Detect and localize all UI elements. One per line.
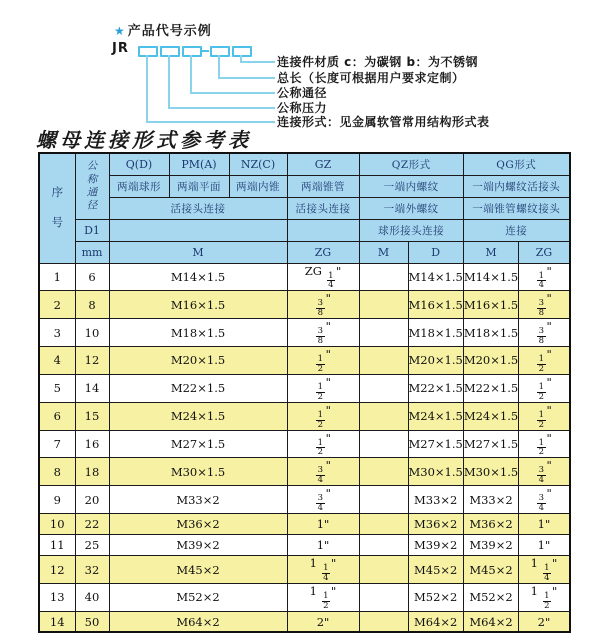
cell-qz-m: [359, 611, 408, 632]
cell-qg-zg: $\frac{1}{2}$ ": [519, 402, 570, 430]
header-row-units: [39, 241, 570, 263]
header-qg-sub-zg: ZG: [519, 241, 570, 263]
table-row: [39, 430, 570, 458]
cell-index: 12: [39, 556, 75, 584]
table-body: [39, 263, 570, 632]
cell-qg-zg: $\frac{3}{8}$ ": [519, 291, 570, 319]
cell-dn-mm: 14: [75, 374, 109, 402]
table-row: [39, 291, 570, 319]
header-row-ends: [39, 175, 570, 197]
cell-qz-d: M24×1.5: [408, 402, 463, 430]
header-zg-thread: ZG: [287, 241, 359, 263]
cell-qg-m: M22×1.5: [463, 374, 518, 402]
header-code-qz: QZ形式: [359, 153, 463, 175]
header-qpn-connect: 活接头连接: [109, 197, 287, 219]
cell-qz-d: M16×1.5: [408, 291, 463, 319]
cell-qz-d: M22×1.5: [408, 374, 463, 402]
header-mm: mm: [75, 241, 109, 263]
cell-qg-m: M64×2: [463, 611, 518, 632]
cell-qg-zg: $\frac{1}{2}$ ": [519, 430, 570, 458]
cell-dn-mm: 16: [75, 430, 109, 458]
cell-gz-zg: $\frac{3}{4}$ ": [287, 458, 359, 486]
cell-thread-m: M52×2: [109, 583, 287, 611]
header-row-d1: [39, 219, 570, 241]
code-label-pressure: 公称压力: [277, 101, 328, 115]
header-pm-ends: 两端平面: [169, 175, 229, 197]
header-nz-ends: 两端内锥: [229, 175, 287, 197]
cell-qg-m: M36×2: [463, 514, 518, 535]
header-gz-connect: 活接头连接: [287, 197, 359, 219]
cell-qz-d: M36×2: [408, 514, 463, 535]
cell-dn-mm: 32: [75, 556, 109, 584]
cell-qz-d: M27×1.5: [408, 430, 463, 458]
code-dash: [201, 50, 209, 52]
header-row-connect: [39, 197, 570, 219]
cell-qz-m: [359, 535, 408, 556]
header-qg-sub-m: M: [463, 241, 518, 263]
cell-dn-mm: 6: [75, 263, 109, 291]
header-qg-row2: 一端内螺纹活接头: [463, 175, 569, 197]
header-qz-row3: 一端外螺纹: [359, 197, 463, 219]
cell-thread-m: M39×2: [109, 535, 287, 556]
cell-dn-mm: 20: [75, 486, 109, 514]
diagram-title: [114, 20, 212, 39]
table-row: [39, 556, 570, 584]
table-row: [39, 514, 570, 535]
cell-qz-d: M14×1.5: [408, 263, 463, 291]
cell-index: 9: [39, 486, 75, 514]
cell-qz-m: [359, 486, 408, 514]
header-code-nz: NZ(C): [229, 153, 287, 175]
cell-gz-zg: $\frac{3}{8}$ ": [287, 319, 359, 347]
cell-dn-mm: 12: [75, 347, 109, 375]
header-code-qg: QG形式: [463, 153, 569, 175]
cell-qz-m: [359, 402, 408, 430]
cell-qg-m: M14×1.5: [463, 263, 518, 291]
cell-dn-mm: 25: [75, 535, 109, 556]
header-code-gz: GZ: [287, 153, 359, 175]
header-code-q: Q(D): [109, 153, 169, 175]
code-label-length: 总长（长度可根据用户要求定制）: [277, 71, 465, 85]
table-row: [39, 486, 570, 514]
table-row: [39, 402, 570, 430]
cell-qg-m: M20×1.5: [463, 347, 518, 375]
cell-qz-m: [359, 430, 408, 458]
star-icon: ★: [114, 24, 126, 38]
cell-dn-mm: 40: [75, 583, 109, 611]
cell-thread-m: M27×1.5: [109, 430, 287, 458]
header-m-thread: M: [109, 241, 287, 263]
cell-qz-m: [359, 347, 408, 375]
cell-index: 1: [39, 263, 75, 291]
cell-thread-m: M64×2: [109, 611, 287, 632]
cell-index: 4: [39, 347, 75, 375]
cell-index: 8: [39, 458, 75, 486]
cell-qg-zg: 1 $\frac{1}{4}$ ": [519, 556, 570, 584]
cell-qg-m: M33×2: [463, 486, 518, 514]
cell-index: 5: [39, 374, 75, 402]
header-qz-sub-m: M: [359, 241, 408, 263]
cell-gz-zg: 1": [287, 514, 359, 535]
cell-qg-zg: 1 $\frac{1}{2}$ ": [519, 583, 570, 611]
header-blank-qpn: [109, 219, 287, 241]
cell-qg-zg: $\frac{3}{4}$ ": [519, 458, 570, 486]
cell-thread-m: M14×1.5: [109, 263, 287, 291]
table-row: [39, 535, 570, 556]
cell-qg-m: M18×1.5: [463, 319, 518, 347]
cell-thread-m: M24×1.5: [109, 402, 287, 430]
cell-thread-m: M18×1.5: [109, 319, 287, 347]
cell-thread-m: M36×2: [109, 514, 287, 535]
cell-qg-m: M30×1.5: [463, 458, 518, 486]
cell-qz-m: [359, 583, 408, 611]
cell-gz-zg: $\frac{1}{2}$ ": [287, 430, 359, 458]
code-label-material: 连接件材质 c：为碳钢 b：为不锈钢: [277, 55, 479, 69]
cell-qg-m: M52×2: [463, 583, 518, 611]
cell-dn-mm: 15: [75, 402, 109, 430]
code-prefix: JR: [112, 41, 129, 56]
cell-thread-m: M20×1.5: [109, 347, 287, 375]
cell-qz-d: M64×2: [408, 611, 463, 632]
cell-qg-zg: $\frac{3}{4}$ ": [519, 486, 570, 514]
table-row: [39, 611, 570, 632]
header-blank-gz: [287, 219, 359, 241]
cell-qg-zg: $\frac{1}{2}$ ": [519, 374, 570, 402]
cell-gz-zg: $\frac{1}{2}$ ": [287, 402, 359, 430]
cell-gz-zg: $\frac{1}{2}$ ": [287, 374, 359, 402]
cell-qg-m: M39×2: [463, 535, 518, 556]
header-qz-sub-d: D: [408, 241, 463, 263]
table-title: 螺母连接形式参考表: [36, 128, 252, 152]
cell-qz-d: M18×1.5: [408, 319, 463, 347]
table-row: [39, 319, 570, 347]
cell-gz-zg: ZG $\frac{1}{4}$ ": [287, 263, 359, 291]
cell-thread-m: M33×2: [109, 486, 287, 514]
cell-qz-d: M30×1.5: [408, 458, 463, 486]
header-index: 序号: [39, 153, 75, 263]
table-row: [39, 374, 570, 402]
cell-index: 14: [39, 611, 75, 632]
cell-qg-zg: 2": [519, 611, 570, 632]
cell-qz-m: [359, 291, 408, 319]
header-d1: D1: [75, 219, 109, 241]
header-qz-row4: 球形接头连接: [359, 219, 463, 241]
cell-qg-m: M24×1.5: [463, 402, 518, 430]
cell-qg-zg: 1": [519, 535, 570, 556]
cell-dn-mm: 50: [75, 611, 109, 632]
cell-qg-zg: $\frac{1}{2}$ ": [519, 347, 570, 375]
cell-gz-zg: 1 $\frac{1}{4}$ ": [287, 556, 359, 584]
diagram-title-text: 产品代号示例: [127, 24, 212, 39]
table-row: [39, 347, 570, 375]
header-q-ends: 两端球形: [109, 175, 169, 197]
cell-dn-mm: 18: [75, 458, 109, 486]
cell-gz-zg: 1": [287, 535, 359, 556]
cell-gz-zg: $\frac{3}{8}$ ": [287, 291, 359, 319]
cell-thread-m: M22×1.5: [109, 374, 287, 402]
header-row-codes: [39, 153, 570, 175]
cell-index: 13: [39, 583, 75, 611]
code-label-diameter: 公称通径: [277, 86, 328, 100]
cell-gz-zg: $\frac{3}{4}$ ": [287, 486, 359, 514]
cell-qg-zg: 1": [519, 514, 570, 535]
table-row: [39, 263, 570, 291]
cell-gz-zg: 2": [287, 611, 359, 632]
cell-qz-m: [359, 514, 408, 535]
table-row: [39, 583, 570, 611]
cell-index: 2: [39, 291, 75, 319]
header-gz-ends: 两端锥管: [287, 175, 359, 197]
header-code-pm: PM(A): [169, 153, 229, 175]
cell-index: 11: [39, 535, 75, 556]
cell-qz-d: M33×2: [408, 486, 463, 514]
header-qg-row3: 一端锥管螺纹接头: [463, 197, 569, 219]
cell-qz-m: [359, 319, 408, 347]
cell-thread-m: M45×2: [109, 556, 287, 584]
cell-qz-d: M52×2: [408, 583, 463, 611]
cell-qz-d: M45×2: [408, 556, 463, 584]
cell-dn-mm: 10: [75, 319, 109, 347]
cell-thread-m: M30×1.5: [109, 458, 287, 486]
cell-dn-mm: 22: [75, 514, 109, 535]
code-label-conn-form: 连接形式：见金属软管常用结构形式表: [277, 115, 490, 129]
table-row: [39, 458, 570, 486]
cell-index: 6: [39, 402, 75, 430]
cell-qz-m: [359, 374, 408, 402]
cell-qg-m: M27×1.5: [463, 430, 518, 458]
header-qz-row2: 一端内螺纹: [359, 175, 463, 197]
cell-qz-d: M20×1.5: [408, 347, 463, 375]
cell-qz-d: M39×2: [408, 535, 463, 556]
cell-thread-m: M16×1.5: [109, 291, 287, 319]
cell-gz-zg: 1 $\frac{1}{2}$ ": [287, 583, 359, 611]
cell-qg-m: M45×2: [463, 556, 518, 584]
cell-gz-zg: $\frac{1}{2}$ ": [287, 347, 359, 375]
cell-qg-zg: $\frac{1}{4}$ ": [519, 263, 570, 291]
cell-qz-m: [359, 556, 408, 584]
cell-index: 3: [39, 319, 75, 347]
connector-line: [146, 55, 275, 123]
cell-qz-m: [359, 263, 408, 291]
cell-qg-zg: $\frac{3}{8}$ ": [519, 319, 570, 347]
reference-table: [38, 152, 571, 633]
cell-qz-m: [359, 458, 408, 486]
cell-index: 7: [39, 430, 75, 458]
cell-dn-mm: 8: [75, 291, 109, 319]
header-qg-row4: 连接: [463, 219, 569, 241]
cell-qg-m: M16×1.5: [463, 291, 518, 319]
header-nominal-diameter: 公称通径: [75, 153, 109, 219]
cell-index: 10: [39, 514, 75, 535]
